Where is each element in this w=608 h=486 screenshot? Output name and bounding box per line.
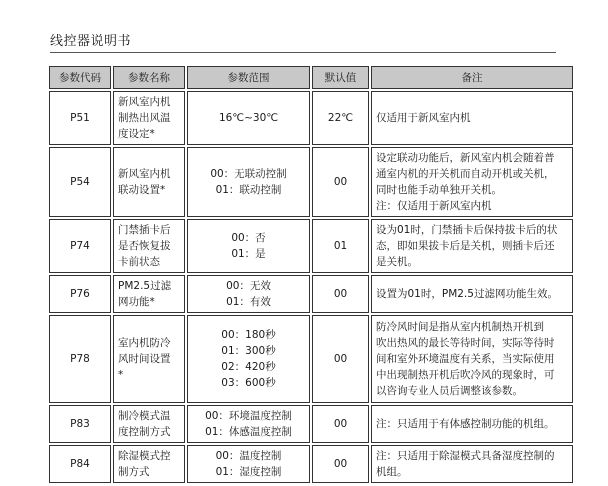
param-name [113, 445, 185, 483]
param-name [113, 147, 185, 217]
param-range-line: 00：环境温度控制 [205, 410, 292, 422]
param-note-line: 设置为01时，PM2.5过滤网功能生效。 [376, 288, 558, 300]
param-code: P74 [49, 219, 111, 273]
param-range-line: 01：联动控制 [215, 184, 282, 196]
param-note [371, 275, 573, 313]
param-range [187, 405, 310, 443]
header-name: 参数名称 [113, 66, 185, 89]
param-name-line: 制方式 [118, 466, 150, 478]
param-name [113, 91, 185, 145]
param-name-line: 制热出风温 [118, 112, 171, 124]
param-note [371, 91, 573, 145]
param-name [113, 315, 185, 403]
param-note-line: 是关机。 [376, 256, 418, 268]
param-name-line: 门禁插卡后 [118, 224, 171, 236]
param-default: 00 [312, 147, 369, 217]
header-default: 默认值 [312, 66, 369, 89]
param-note [371, 219, 573, 273]
param-range-line: 02：420秒 [221, 361, 276, 373]
param-range-line: 00：180秒 [221, 329, 276, 341]
param-default: 00 [312, 275, 369, 313]
param-range-line: 16℃~30℃ [218, 112, 279, 124]
param-name-line: 新风室内机 [118, 96, 171, 108]
table-row [49, 445, 573, 483]
param-name-line: 除湿模式控 [118, 450, 171, 462]
param-name-line: 度设定* [118, 128, 155, 140]
param-range-line: 01：300秒 [221, 345, 276, 357]
param-note [371, 315, 573, 403]
param-range [187, 315, 310, 403]
param-code: P51 [49, 91, 111, 145]
param-range [187, 275, 310, 313]
param-note-line: 中出现制热开机后吹冷风的现象时，可 [376, 369, 555, 381]
param-name-line: 室内机防冷 [118, 337, 171, 349]
param-note-line: 设为01时，门禁插卡后保持拔卡后的状 [376, 224, 558, 236]
param-name-line: 制冷模式温 [118, 410, 171, 422]
param-note-line: 防冷风时间是指从室内机制热开机到 [376, 321, 544, 333]
param-code: P54 [49, 147, 111, 217]
param-note [371, 147, 573, 217]
param-name-line: 度控制方式 [118, 426, 171, 438]
param-name-line: * [118, 369, 124, 381]
param-note-line: 态，即如果拔卡后是关机，则插卡后还 [376, 240, 555, 252]
param-range-line: 01：有效 [226, 296, 271, 308]
param-range [187, 219, 310, 273]
header-note: 备注 [371, 66, 573, 89]
param-range [187, 147, 310, 217]
table-row [49, 219, 573, 273]
param-name-line: 网功能* [118, 296, 155, 308]
param-range-line: 00：无联动控制 [210, 168, 287, 180]
document-title: 线控器说明书 [50, 34, 132, 49]
param-name [113, 405, 185, 443]
table-header-row [49, 66, 573, 89]
param-default: 00 [312, 405, 369, 443]
param-note-line: 吹出热风的最长等待时间，实际等待时 [376, 337, 555, 349]
param-name-line: 联动设置* [118, 184, 166, 196]
param-note [371, 405, 573, 443]
param-note-line: 通室内机的开关机而自动开机或关机， [376, 168, 555, 180]
table-row [49, 405, 573, 443]
param-note-line: 设定联动功能后，新风室内机会随着普 [376, 152, 555, 164]
param-default: 00 [312, 445, 369, 483]
param-code: P78 [49, 315, 111, 403]
param-range-line: 03：600秒 [221, 377, 276, 389]
param-code: P76 [49, 275, 111, 313]
param-note-line: 同时也能手动单独开关机。 [376, 184, 502, 196]
param-range-line: 00：无效 [226, 280, 271, 292]
param-code: P84 [49, 445, 111, 483]
param-note-line: 机组。 [376, 466, 408, 478]
param-range-line: 01：湿度控制 [215, 466, 282, 478]
table-row [49, 275, 573, 313]
param-note-line: 注：仅适用于新风室内机 [376, 200, 492, 212]
param-range-line: 01：是 [231, 248, 266, 260]
param-range [187, 445, 310, 483]
param-name [113, 219, 185, 273]
param-name-line: 卡前状态 [118, 256, 160, 268]
param-note-line: 注：只适用于有体感控制功能的机组。 [376, 418, 555, 430]
param-note-line: 以咨询专业人员后调整该参数。 [376, 385, 523, 397]
param-range-line: 00：否 [231, 232, 266, 244]
header-code: 参数代码 [49, 66, 111, 89]
parameter-table [47, 64, 575, 485]
param-name-line: 新风室内机 [118, 168, 171, 180]
param-note-line: 仅适用于新风室内机 [376, 112, 471, 124]
param-code: P83 [49, 405, 111, 443]
table-row [49, 147, 573, 217]
param-note [371, 445, 573, 483]
param-default: 01 [312, 219, 369, 273]
param-range-line: 01：体感温度控制 [205, 426, 292, 438]
param-range-line: 00：温度控制 [215, 450, 282, 462]
table-row [49, 91, 573, 145]
param-note-line: 间和室外环境温度有关系，当实际使用 [376, 353, 555, 365]
title-divider [50, 52, 556, 53]
param-default: 22℃ [312, 91, 369, 145]
param-name [113, 275, 185, 313]
param-name-line: 风时间设置 [118, 353, 171, 365]
param-default: 00 [312, 315, 369, 403]
param-name-line: 是否恢复拔 [118, 240, 171, 252]
param-range [187, 91, 310, 145]
param-name-line: PM2.5过滤 [118, 280, 172, 292]
table-row [49, 315, 573, 403]
header-range: 参数范围 [187, 66, 310, 89]
param-note-line: 注：只适用于除湿模式具备湿度控制的 [376, 450, 555, 462]
